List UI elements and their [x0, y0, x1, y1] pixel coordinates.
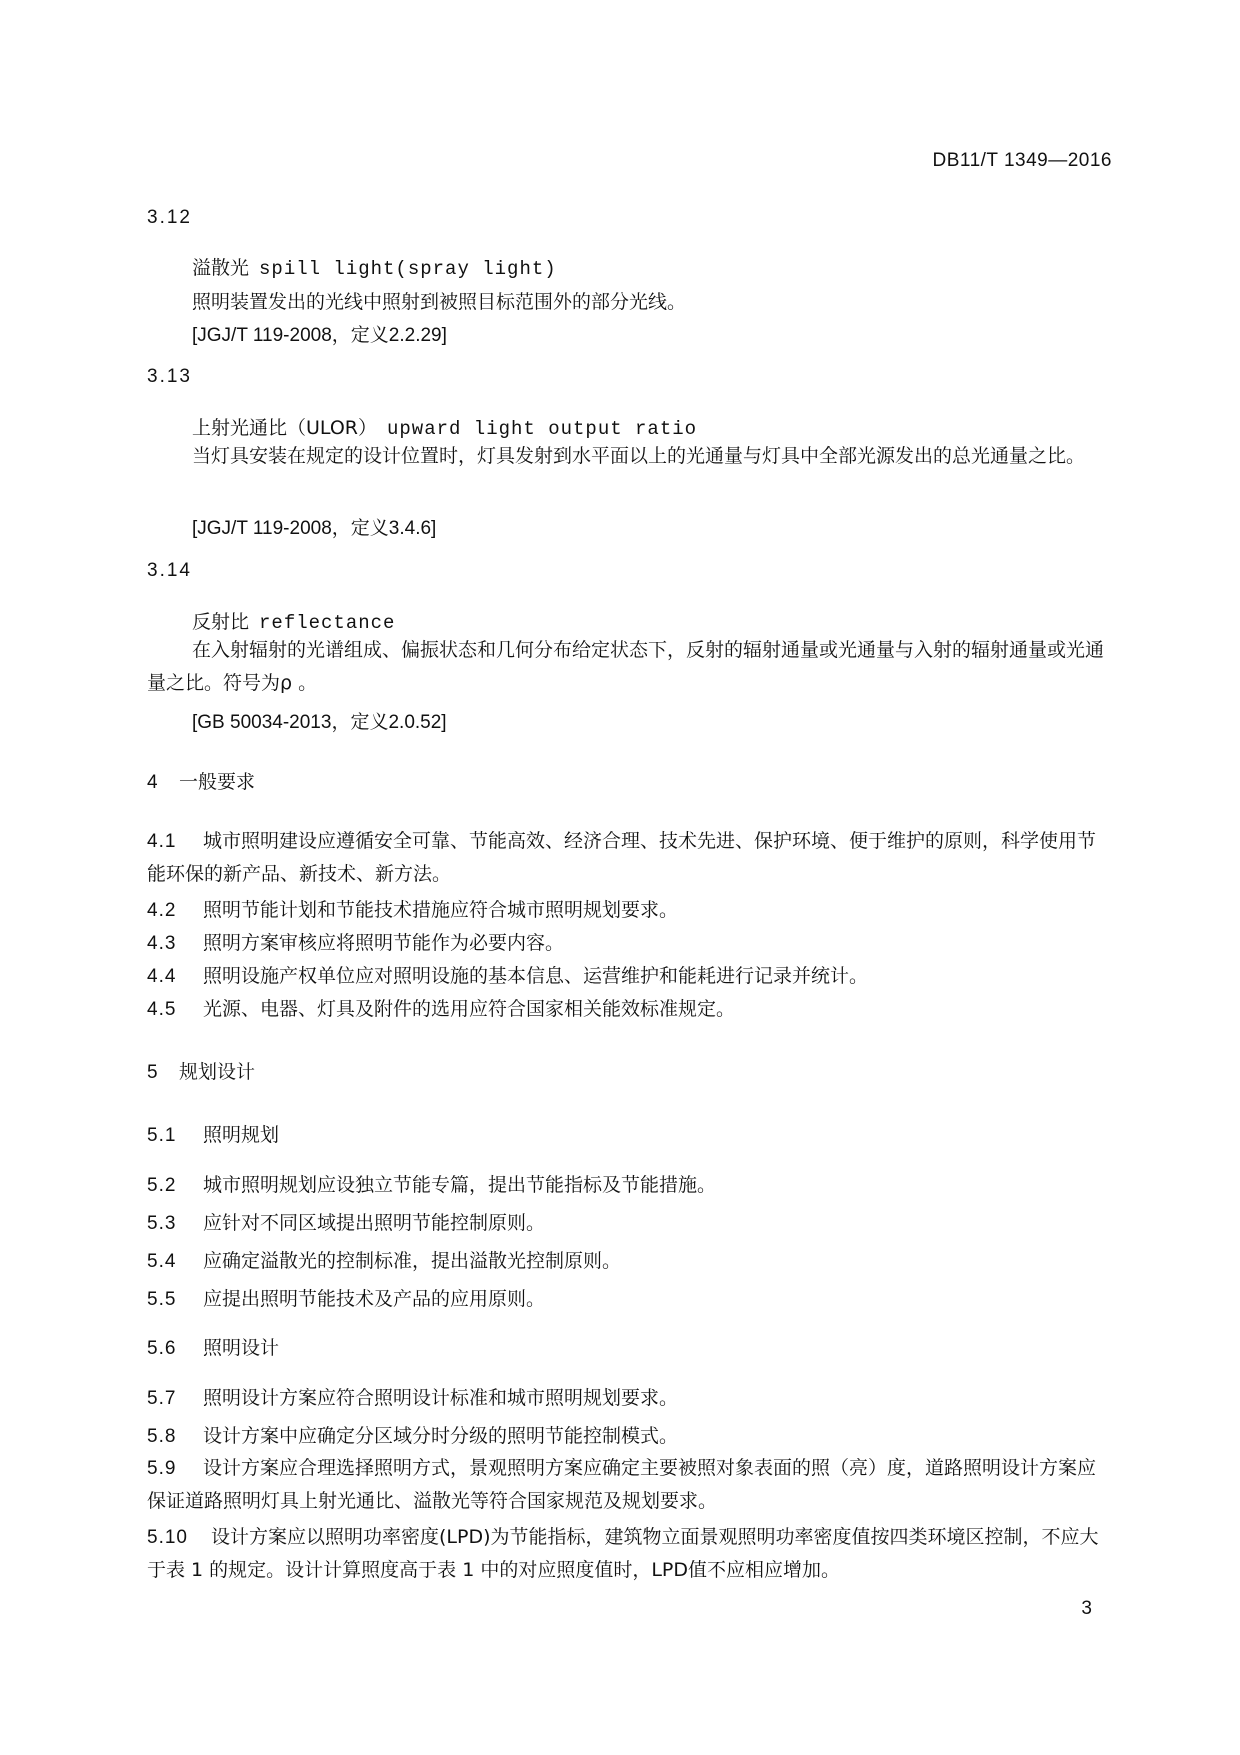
definition-3-13: 当灯具安装在规定的设计位置时，灯具发射到水平面以上的光通量与灯具中全部光源发出的总光通量之比。	[192, 445, 1086, 467]
clause-5-9	[147, 1452, 1112, 1518]
term-english: upward light output ratio	[386, 418, 698, 440]
clause-text: 照明方案审核应将照明节能作为必要内容。	[203, 932, 565, 954]
source-3-13	[192, 513, 436, 540]
source-label: ，定义	[331, 324, 389, 346]
clause-text: 照明节能计划和节能技术措施应符合城市照明规划要求。	[203, 899, 679, 921]
clause-5-5	[147, 1284, 545, 1311]
clause-number: 5.10	[147, 1527, 188, 1548]
source-label: ，定义	[331, 711, 389, 733]
clause-number: 5.2	[147, 1175, 177, 1196]
term-chinese: 反射比	[192, 611, 250, 633]
clause-heading: 照明规划	[203, 1124, 280, 1146]
clause-number: 5.9	[147, 1458, 177, 1479]
term-chinese: 溢散光	[192, 257, 250, 279]
term-3-14	[192, 607, 395, 634]
source-clause: 3.4.6]	[388, 518, 437, 539]
source-ref: [JGJ/T 119-2008	[192, 518, 332, 539]
clause-number: 5.3	[147, 1213, 177, 1234]
clause-5-10	[147, 1521, 1112, 1587]
source-clause: 2.0.52]	[388, 712, 447, 733]
clause-text: 应针对不同区域提出照明节能控制原则。	[203, 1212, 546, 1234]
clause-number-3-13: 3.13	[147, 366, 192, 387]
clause-number: 5.4	[147, 1251, 177, 1272]
source-3-12	[192, 320, 447, 347]
document-code: DB11/T 1349—2016	[932, 150, 1112, 171]
term-3-13	[192, 413, 697, 440]
clause-4-4	[147, 961, 868, 988]
clause-4-5	[147, 994, 735, 1021]
clause-text: 应提出照明节能技术及产品的应用原则。	[203, 1288, 546, 1310]
source-3-14	[192, 707, 447, 734]
source-ref: [GB 50034-2013	[192, 712, 332, 733]
clause-number: 4.5	[147, 999, 177, 1020]
section-heading-4	[147, 767, 255, 794]
clause-number-3-14: 3.14	[147, 560, 192, 581]
clause-number: 4.1	[147, 831, 177, 852]
clause-number: 4.2	[147, 900, 177, 921]
page-number: 3	[1081, 1598, 1092, 1619]
clause-5-2	[147, 1170, 716, 1197]
clause-number: 4.4	[147, 966, 177, 987]
term-3-12	[192, 253, 557, 280]
clause-heading: 照明设计	[203, 1337, 280, 1359]
clause-text: 应确定溢散光的控制标准，提出溢散光控制原则。	[203, 1250, 622, 1272]
clause-text: 设计方案中应确定分区域分时分级的照明节能控制模式。	[203, 1425, 679, 1447]
term-english: spill light(spray light)	[259, 258, 557, 280]
term-chinese: 上射光通比（ULOR）	[192, 417, 377, 439]
clause-4-2	[147, 895, 678, 922]
clause-number: 4.3	[147, 933, 177, 954]
clause-text: 照明设计方案应符合照明设计标准和城市照明规划要求。	[203, 1387, 679, 1409]
section-number: 5	[147, 1062, 158, 1083]
section-title: 规划设计	[179, 1061, 256, 1083]
clause-text: 照明设施产权单位应对照明设施的基本信息、运营维护和能耗进行记录并统计。	[203, 965, 869, 987]
clause-text: 设计方案应以照明功率密度(LPD)为节能指标，建筑物立面景观照明功率密度值按四类环境区控制，不应大于表 1 的规定。设计计算照度高于表 1 中的对应照度值时，LPD值不应相应增加。	[147, 1526, 1099, 1581]
definition-3-14: 在入射辐射的光谱组成、偏振状态和几何分布给定状态下，反射的辐射通量或光通量与入射的辐射通量或光通量之比。符号为ρ 。	[147, 639, 1105, 694]
clause-text: 城市照明建设应遵循安全可靠、节能高效、经济合理、技术先进、保护环境、便于维护的原则，科学使用节能环保的新产品、新技术、新方法。	[147, 830, 1097, 885]
clause-number: 5.7	[147, 1388, 177, 1409]
clause-5-8	[147, 1421, 678, 1448]
clause-number: 5.8	[147, 1426, 177, 1447]
clause-number: 5.5	[147, 1289, 177, 1310]
clause-number: 5.6	[147, 1338, 177, 1359]
term-english: reflectance	[259, 612, 396, 634]
section-number: 4	[147, 772, 158, 793]
definition-3-12: 照明装置发出的光线中照射到被照目标范围外的部分光线。	[192, 291, 687, 313]
section-title: 一般要求	[179, 771, 256, 793]
clause-number-3-12: 3.12	[147, 207, 192, 228]
clause-4-1	[147, 825, 1112, 891]
source-clause: 2.2.29]	[388, 325, 447, 346]
clause-text: 城市照明规划应设独立节能专篇，提出节能指标及节能措施。	[203, 1174, 717, 1196]
section-heading-5	[147, 1057, 255, 1084]
clause-5-1	[147, 1120, 279, 1147]
clause-text: 光源、电器、灯具及附件的选用应符合国家相关能效标准规定。	[203, 998, 736, 1020]
clause-5-3	[147, 1208, 545, 1235]
source-label: ，定义	[331, 517, 389, 539]
clause-number: 5.1	[147, 1125, 177, 1146]
clause-5-7	[147, 1383, 678, 1410]
source-ref: [JGJ/T 119-2008	[192, 325, 332, 346]
clause-5-6	[147, 1333, 279, 1360]
clause-4-3	[147, 928, 564, 955]
clause-5-4	[147, 1246, 621, 1273]
clause-text: 设计方案应合理选择照明方式，景观照明方案应确定主要被照对象表面的照（亮）度，道路照明设计方案应保证道路照明灯具上射光通比、溢散光等符合国家规范及规划要求。	[147, 1457, 1097, 1512]
